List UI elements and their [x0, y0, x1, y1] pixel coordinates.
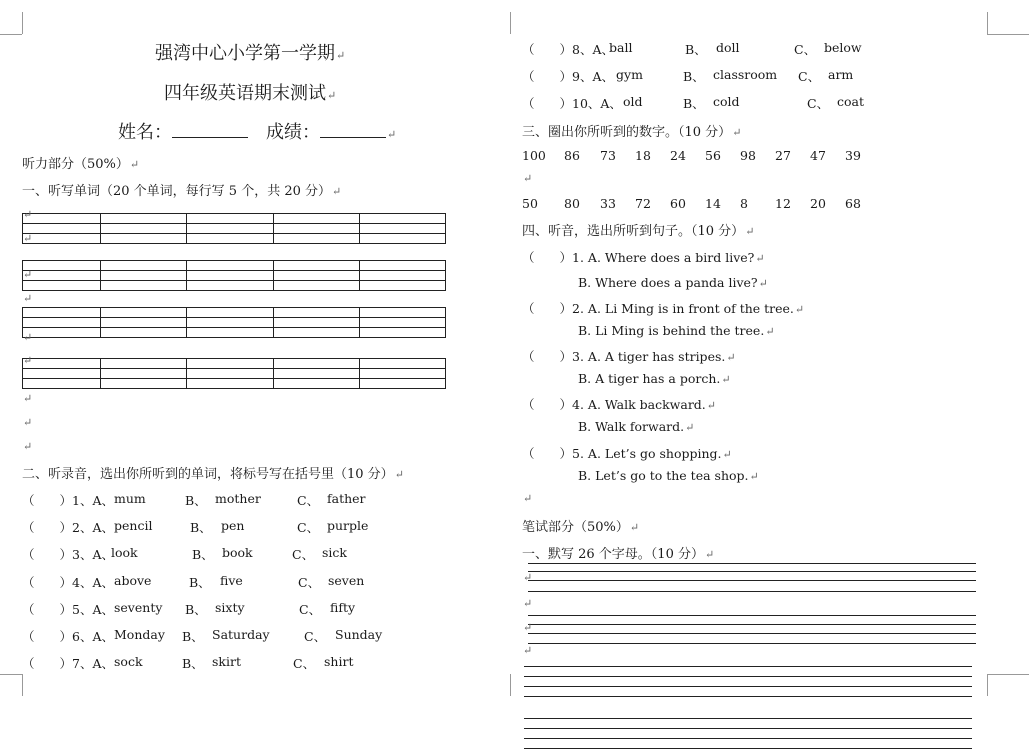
dictation-grid-1[interactable]	[22, 213, 446, 244]
option-b[interactable]: classroom	[713, 67, 778, 82]
number-option[interactable]: 68	[845, 196, 861, 211]
choice-item: （ ）8、A、 ball B、 doll C、 below	[522, 40, 862, 57]
crop-mark	[510, 674, 511, 696]
paragraph-mark: ↵	[523, 621, 533, 634]
numbers-row-2	[522, 196, 882, 212]
option-a[interactable]: sock	[114, 654, 143, 669]
paragraph-mark: ↵	[523, 571, 533, 584]
dictation-grid-3[interactable]	[22, 307, 446, 338]
crop-mark	[987, 12, 988, 34]
option-c[interactable]: Sunday	[335, 627, 383, 642]
numbers-row-1	[522, 148, 882, 164]
paragraph-mark: ↵	[523, 492, 533, 505]
part4-heading: 四、听音，选出所听到句子。（10 分）↵	[522, 224, 755, 239]
option-c[interactable]: arm	[828, 67, 854, 82]
option-b[interactable]: sixty	[215, 600, 245, 615]
paragraph-mark: ↵	[23, 392, 33, 405]
option-a[interactable]: mum	[114, 491, 146, 506]
score-field[interactable]	[320, 137, 386, 138]
option-c[interactable]: coat	[837, 94, 865, 109]
number-option[interactable]: 39	[845, 148, 861, 163]
choice-item: （ ）6、A、 Monday B、 Saturday C、 Sunday	[22, 627, 383, 644]
option-b[interactable]: skirt	[212, 654, 241, 669]
crop-mark	[22, 674, 23, 696]
dictation-grid-4[interactable]	[22, 358, 446, 389]
option-a[interactable]: look	[111, 545, 138, 560]
crop-mark	[987, 674, 988, 696]
sentence-item[interactable]: （ ）3. A. A tiger has stripes.↵	[522, 349, 736, 364]
name-label: 姓名：	[118, 122, 172, 143]
option-c[interactable]: fifty	[330, 600, 356, 615]
choice-item: （ ）5、A、 seventy B、 sixty C、 fifty	[22, 600, 356, 617]
paragraph-mark: ↵	[23, 354, 33, 367]
paragraph-mark: ↵	[23, 268, 33, 281]
paragraph-mark: ↵	[523, 172, 533, 185]
choice-item: （ ）3、A、 look B、 book C、 sick	[22, 545, 347, 562]
listening-section-label: 听力部分（50%）↵	[22, 157, 140, 172]
paragraph-mark: ↵	[23, 331, 33, 344]
option-b[interactable]: book	[222, 545, 253, 560]
choice-item: （ ）7、A、 sock B、 skirt C、 shirt	[22, 654, 354, 671]
number-option[interactable]: 56	[705, 148, 721, 163]
number-option[interactable]: 98	[740, 148, 756, 163]
paragraph-mark: ↵	[23, 232, 33, 245]
paragraph-mark: ↵	[23, 440, 33, 453]
choice-item: （ ）4、A、 above B、 five C、 seven	[22, 573, 365, 590]
choice-item: （ ）10、A、 old B、 cold C、 coat	[522, 94, 865, 111]
number-option[interactable]: 27	[775, 148, 791, 163]
number-option[interactable]: 72	[635, 196, 651, 211]
number-option[interactable]: 14	[705, 196, 721, 211]
number-option[interactable]: 100	[522, 148, 546, 163]
option-c[interactable]: father	[327, 491, 366, 506]
crop-mark	[987, 34, 1029, 35]
paragraph-mark: ↵	[23, 292, 33, 305]
crop-mark	[22, 12, 23, 34]
part1-heading: 一、听写单词（20 个单词，每行写 5 个，共 20 分）↵	[22, 184, 342, 199]
name-field[interactable]	[172, 137, 248, 138]
option-a[interactable]: old	[623, 94, 643, 109]
choice-item: （ ）9、A、 gym B、 classroom C、 arm	[522, 67, 854, 84]
part3-heading: 三、圈出你所听到的数字。（10 分）↵	[522, 125, 742, 140]
number-option[interactable]: 8	[740, 196, 748, 211]
score-label: 成绩：	[266, 122, 320, 143]
school-title: 强湾中心小学第一学期↵	[155, 43, 346, 64]
option-a[interactable]: pencil	[114, 518, 153, 533]
option-a[interactable]: above	[114, 573, 152, 588]
choice-item: （ ）1、A、 mum B、 mother C、 father	[22, 491, 366, 508]
option-a[interactable]: Monday	[114, 627, 165, 642]
sentence-option-b[interactable]: B. A tiger has a porch.↵	[578, 371, 731, 386]
sentence-item[interactable]: （ ）2. A. Li Ming is in front of the tree.↵	[522, 301, 805, 316]
paragraph-mark: ↵	[523, 597, 533, 610]
paragraph-mark: ↵	[523, 644, 533, 657]
sentence-option-b[interactable]: B. Let’s go to the tea shop.↵	[578, 468, 759, 483]
option-a[interactable]: ball	[609, 40, 633, 55]
sentence-item[interactable]: （ ）1. A. Where does a bird live?↵	[522, 250, 765, 265]
option-b[interactable]: mother	[215, 491, 261, 506]
number-option[interactable]: 20	[810, 196, 826, 211]
option-c[interactable]: purple	[327, 518, 369, 533]
name-score-line: 姓名： 成绩： ↵	[118, 122, 397, 143]
option-b[interactable]: Saturday	[212, 627, 270, 642]
option-b[interactable]: doll	[716, 40, 740, 55]
option-a[interactable]: gym	[616, 67, 643, 82]
crop-mark	[510, 12, 511, 34]
option-b[interactable]: five	[220, 573, 243, 588]
number-option[interactable]: 12	[775, 196, 791, 211]
choice-item: （ ）2、A、 pencil B、 pen C、 purple	[22, 518, 369, 535]
paragraph-mark: ↵	[23, 416, 33, 429]
option-c[interactable]: below	[824, 40, 862, 55]
number-option[interactable]: 24	[670, 148, 686, 163]
sentence-option-b[interactable]: B. Where does a panda live?↵	[578, 275, 768, 290]
number-option[interactable]: 50	[522, 196, 538, 211]
sentence-option-b[interactable]: B. Walk forward.↵	[578, 419, 695, 434]
number-option[interactable]: 47	[810, 148, 826, 163]
number-option[interactable]: 60	[670, 196, 686, 211]
sentence-item[interactable]: （ ）4. A. Walk backward.↵	[522, 397, 716, 412]
writing-part1-heading: 一、默写 26 个字母。（10 分）↵	[522, 547, 715, 562]
option-c[interactable]: shirt	[324, 654, 354, 669]
crop-mark	[0, 674, 22, 675]
dictation-grid-2[interactable]	[22, 260, 446, 291]
option-c[interactable]: seven	[328, 573, 365, 588]
exam-title: 四年级英语期末测试↵	[164, 83, 337, 104]
number-option[interactable]: 33	[600, 196, 616, 211]
paragraph-mark: ↵	[23, 208, 33, 221]
crop-mark	[0, 34, 22, 35]
sentence-option-b[interactable]: B. Li Ming is behind the tree.↵	[578, 323, 775, 338]
crop-mark	[987, 674, 1029, 675]
number-option[interactable]: 18	[635, 148, 651, 163]
option-c[interactable]: sick	[322, 545, 347, 560]
writing-section-label: 笔试部分（50%）↵	[522, 520, 640, 535]
number-option[interactable]: 86	[564, 148, 580, 163]
option-b[interactable]: cold	[713, 94, 740, 109]
option-a[interactable]: seventy	[114, 600, 163, 615]
option-b[interactable]: pen	[221, 518, 245, 533]
number-option[interactable]: 80	[564, 196, 580, 211]
part2-heading: 二、听录音，选出你所听到的单词，将标号写在括号里（10 分）↵	[22, 467, 404, 482]
number-option[interactable]: 73	[600, 148, 616, 163]
sentence-item[interactable]: （ ）5. A. Let’s go shopping.↵	[522, 446, 732, 461]
